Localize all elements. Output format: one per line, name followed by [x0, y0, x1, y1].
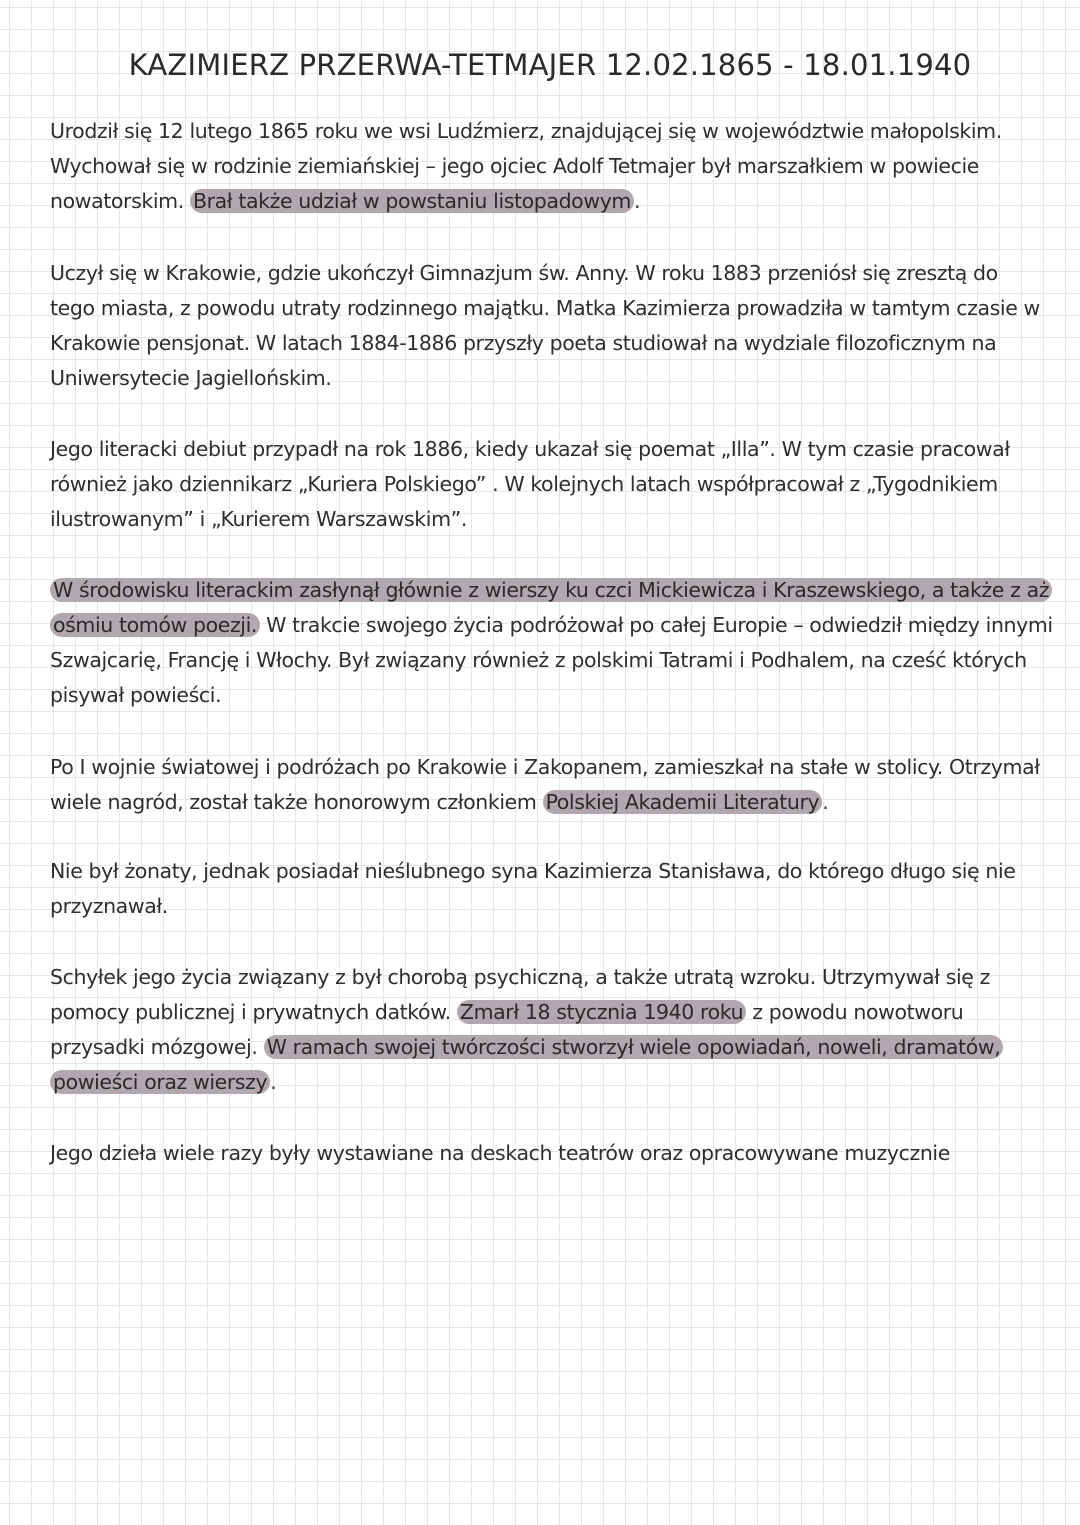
text-fragment: .: [270, 1070, 277, 1094]
text-line: Wychował się w rodzinie ziemiańskiej – jego ojciec Adolf Tetmajer był marszałkiem w powiecie: [50, 154, 979, 178]
text-line: tego miasta, z powodu utraty rodzinnego majątku. Matka Kazimierza prowadziła w tamtym czasie w: [50, 296, 1040, 320]
text-line: Po I wojnie światowej i podróżach po Krakowie i Zakopanem, zamieszkał na stałe w stolicy. Otrzymał: [50, 755, 1040, 779]
text-line: również jako dziennikarz „Kuriera Polskiego” . W kolejnych latach współpracował z „Tygodnikiem: [50, 472, 998, 496]
highlighted-text: W środowisku literackim zasłynął głównie z wierszy ku czci Mickiewicza i Kraszewskiego, a także z aż: [50, 578, 1052, 602]
text-fragment: z powodu nowotworu: [746, 1000, 964, 1024]
text-line: Urodził się 12 lutego 1865 roku we wsi Ludźmierz, znajdującej się w województwie małopolskim.: [50, 119, 1002, 143]
text-fragment: przysadki mózgowej.: [50, 1035, 264, 1059]
text-line: Uczył się w Krakowie, gdzie ukończył Gimnazjum św. Anny. W roku 1883 przeniósł się zresztą do: [50, 261, 998, 285]
text-line: [50, 1030, 1001, 1065]
text-line: Schyłek jego życia związany z był chorobą psychiczną, a także utratą wzroku. Utrzymywał się z: [50, 965, 990, 989]
text-fragment: W trakcie swojego życia podróżował po całej Europie – odwiedził między innymi: [260, 613, 1053, 637]
text-fragment: pomocy publicznej i prywatnych datków.: [50, 1000, 457, 1024]
text-line: [50, 573, 1050, 608]
highlighted-text: W ramach swojej twórczości stworzył wiele opowiadań, noweli, dramatów,: [264, 1035, 1004, 1059]
text-line: Uniwersytecie Jagiellońskim.: [50, 366, 332, 390]
paragraph-legacy: [50, 1136, 950, 1171]
text-line: pisywał powieści.: [50, 683, 222, 707]
text-line: [50, 1065, 930, 1100]
highlighted-text: powieści oraz wierszy: [50, 1070, 270, 1094]
text-line: Jego literacki debiut przypadł na rok 1886, kiedy ukazał się poemat „Illa”. W tym czasie pracował: [50, 437, 1010, 461]
text-line: [50, 608, 1053, 643]
page-title: KAZIMIERZ PRZERWA-TETMAJER 12.02.1865 - 18.01.1940: [128, 48, 972, 82]
highlighted-text: Polskiej Akademii Literatury: [543, 790, 823, 814]
paragraph-after-war: [50, 750, 1040, 820]
text-line: Nie był żonaty, jednak posiadał nieślubnego syna Kazimierza Stanisława, do którego długo się nie: [50, 859, 1016, 883]
text-fragment: .: [634, 189, 641, 213]
paragraph-debut: [50, 432, 1010, 537]
text-line: ilustrowanym” i „Kurierem Warszawskim”.: [50, 507, 467, 531]
paragraph-literary-fame: [50, 573, 1053, 713]
paragraph-family: [50, 854, 1016, 924]
highlighted-text: Brał także udział w powstaniu listopadowym: [190, 189, 634, 213]
text-fragment: nowatorskim.: [50, 189, 184, 213]
text-fragment: .: [822, 790, 829, 814]
paragraph-education: [50, 256, 1040, 396]
text-line: Szwajcarię, Francję i Włochy. Był związany również z polskimi Tatrami i Podhalem, na cześć których: [50, 648, 1027, 672]
text-line: [50, 995, 964, 1030]
paragraph-late-life: [50, 960, 1001, 1100]
text-line: Jego dzieła wiele razy były wystawiane na deskach teatrów oraz opracowywane muzycznie: [50, 1141, 950, 1165]
text-line: [50, 785, 930, 820]
text-line: przyznawał.: [50, 894, 168, 918]
text-line: [50, 184, 930, 219]
paragraph-birth: [50, 114, 1002, 219]
text-fragment: wiele nagród, został także honorowym członkiem: [50, 790, 543, 814]
highlighted-text: ośmiu tomów poezji.: [50, 613, 260, 637]
highlighted-text: Zmarł 18 stycznia 1940 roku: [457, 1000, 746, 1024]
text-line: Krakowie pensjonat. W latach 1884-1886 przyszły poeta studiował na wydziale filozoficznym na: [50, 331, 997, 355]
